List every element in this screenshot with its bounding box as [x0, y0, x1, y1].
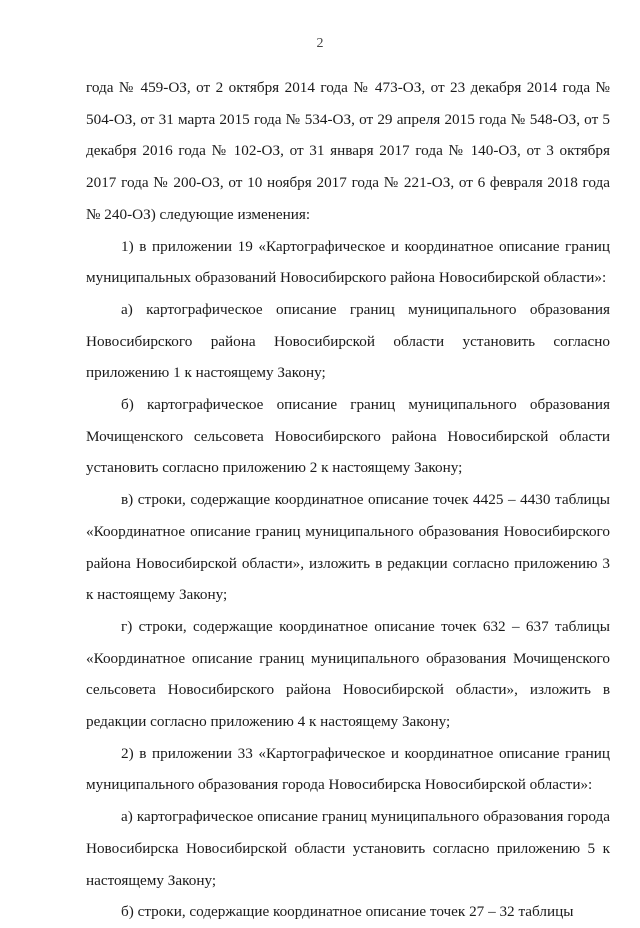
paragraph-item-1: 1) в приложении 19 «Картографическое и координатное описание границ муниципальных образований Новосибирского района Новосибирской области»:: [86, 237, 610, 287]
paragraph-item-1v: в) строки, содержащие координатное описание точек 4425 – 4430 таблицы «Координатное описание границ муниципального образования Новосибирского района Новосибирской области», изложить в редакции согласно приложению 3 к настоящему Закону;: [86, 491, 610, 604]
paragraph-item-1b: б) картографическое описание границ муниципального образования Мочищенского сельсовета Новосибирского района Новосибирской области установить согласно приложению 2 к настоящему Закону;: [86, 396, 610, 477]
document-body: [86, 72, 610, 928]
paragraph-item-1a: а) картографическое описание границ муниципального образования Новосибирского района Новосибирской области установить согласно приложению 1 к настоящему Закону;: [86, 300, 610, 382]
paragraph-item-2a: а) картографическое описание границ муниципального образования города Новосибирска Новосибирской области установить согласно приложению 5 к настоящему Закону;: [86, 808, 610, 889]
page-number: 2: [316, 36, 324, 51]
paragraph-item-1g: г) строки, содержащие координатное описание точек 632 – 637 таблицы «Координатное описание границ муниципального образования Мочищенского сельсовета Новосибирского района Новосибирской области», изложить в редакции согласно приложению 4 к настоящему Закону;: [86, 617, 610, 731]
paragraph-item-2b: б) строки, содержащие координатное описание точек 27 – 32 таблицы: [121, 903, 574, 921]
paragraph-continuation: года № 459-ОЗ, от 2 октября 2014 года № 473-ОЗ, от 23 декабря 2014 года № 504-ОЗ, от 31 марта 2015 года № 534-ОЗ, от 29 апреля 2015 года № 548-ОЗ, от 5 декабря 2016 года № 102-ОЗ, от 31 января 2017 года № 140-ОЗ, от 3 октября 2017 года № 200-ОЗ, от 10 ноября 2017 года № 221-ОЗ, от 6 февраля 2018 года № 240-ОЗ) следующие изменения:: [86, 79, 610, 223]
paragraph-item-2: 2) в приложении 33 «Картографическое и координатное описание границ муниципального образования города Новосибирска Новосибирской области»:: [86, 744, 610, 794]
